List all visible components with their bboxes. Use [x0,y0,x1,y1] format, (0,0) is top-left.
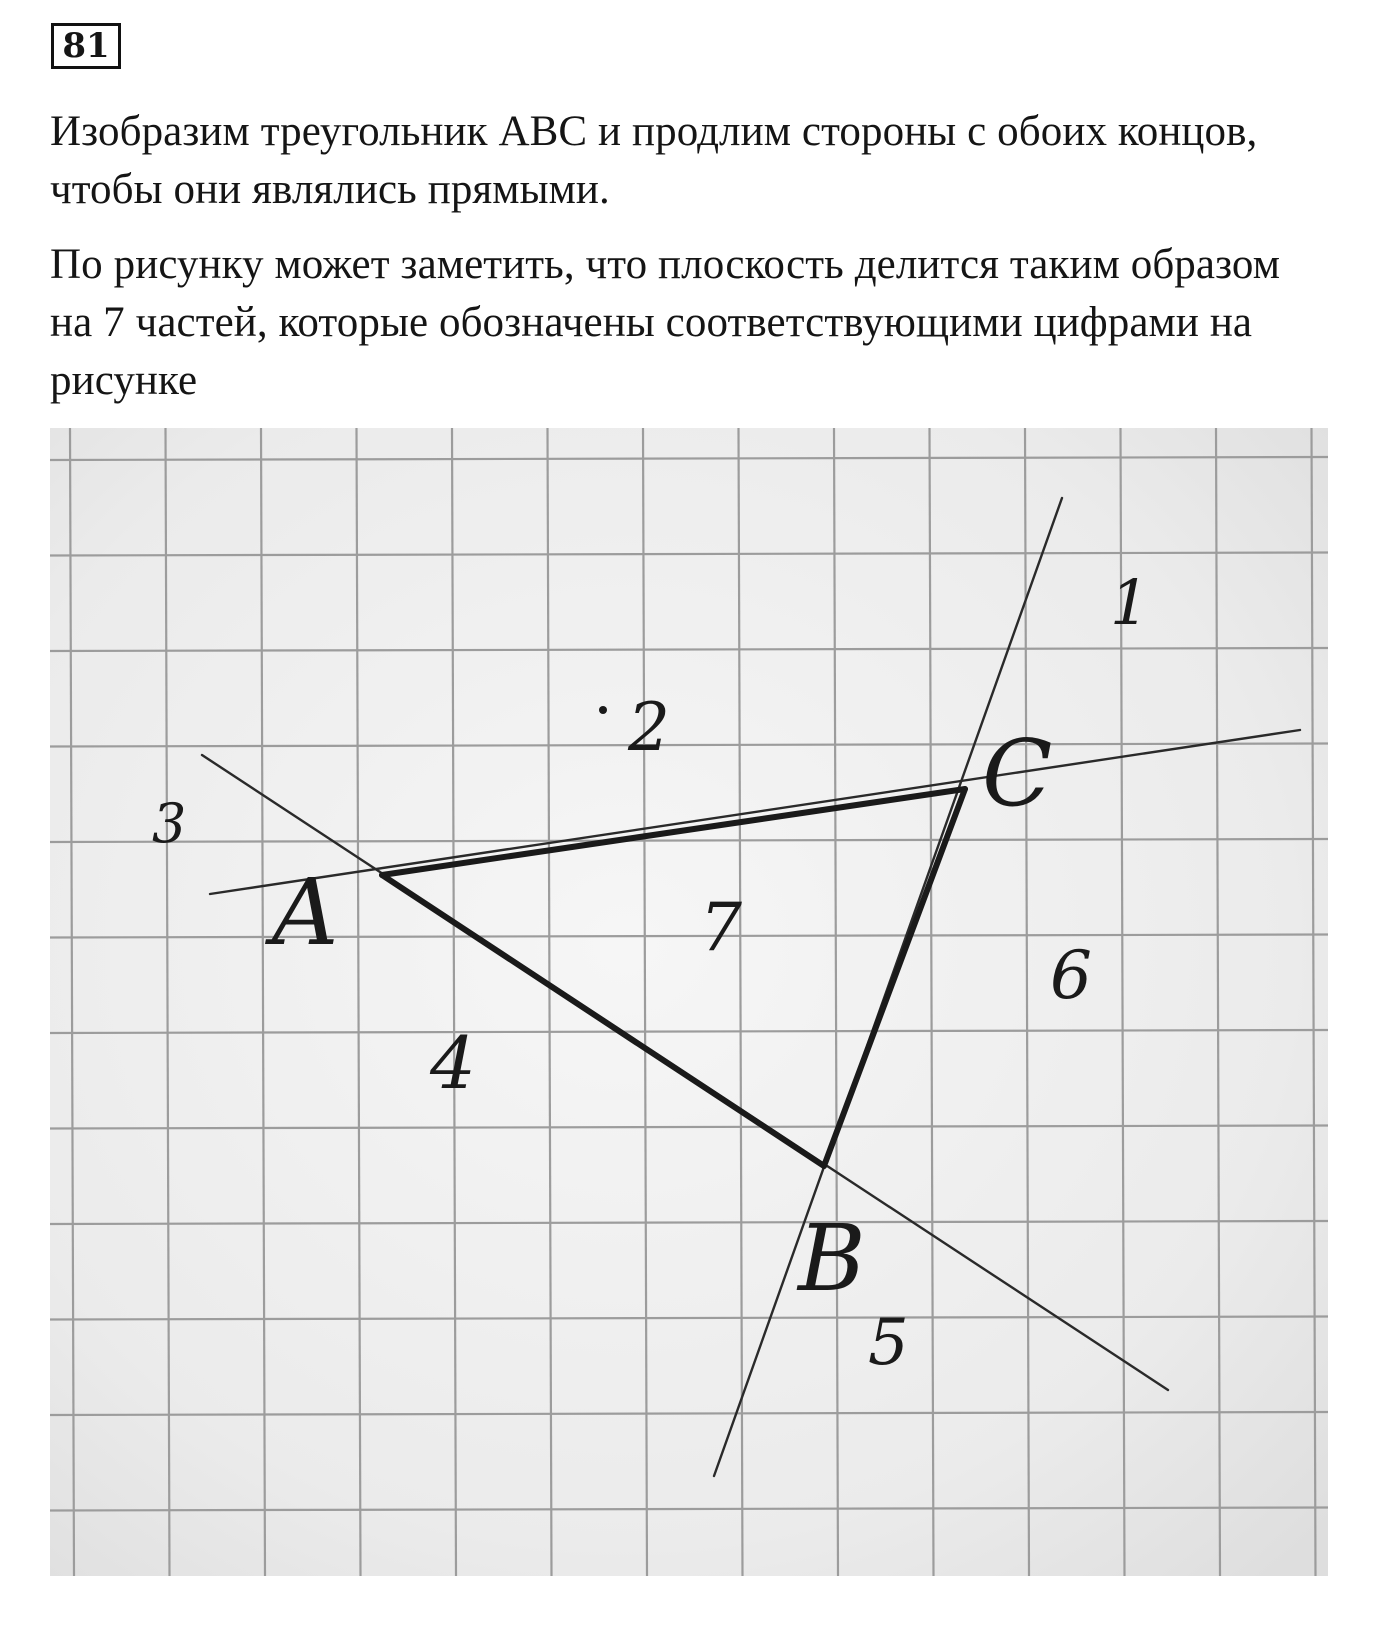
text-line: на 7 частей, которые обозначены соответствующими цифрами на [50,299,1253,346]
text-line: чтобы они являлись прямыми. [50,166,610,213]
region-label-1: 1 [1110,566,1150,639]
problem-number: 81 [51,23,121,69]
intro-paragraph [50,103,1360,219]
text-line: По рисунку может заметить, что плоскость делится таким образом [50,241,1281,288]
region-label-7: 7 [700,889,742,966]
region-label-3: 3 [152,792,187,855]
conclusion-paragraph [50,236,1360,410]
region-label-4: 4 [430,1021,476,1105]
vertex-label-c: C [982,720,1053,827]
handwritten-figure-photo [50,428,1328,1576]
text-line: Изобразим треугольник ABC и продлим стороны с обоих концов, [50,108,1258,155]
triangle-diagram [50,428,1328,1576]
vertex-label-a: A [272,859,339,966]
text-line: рисунке [50,357,198,404]
region-label-2: 2 [628,689,670,766]
region-label-5: 5 [868,1306,909,1380]
region-label-6: 6 [1050,937,1092,1014]
pencil-dot [599,706,607,714]
vertex-label-b: B [798,1205,866,1312]
